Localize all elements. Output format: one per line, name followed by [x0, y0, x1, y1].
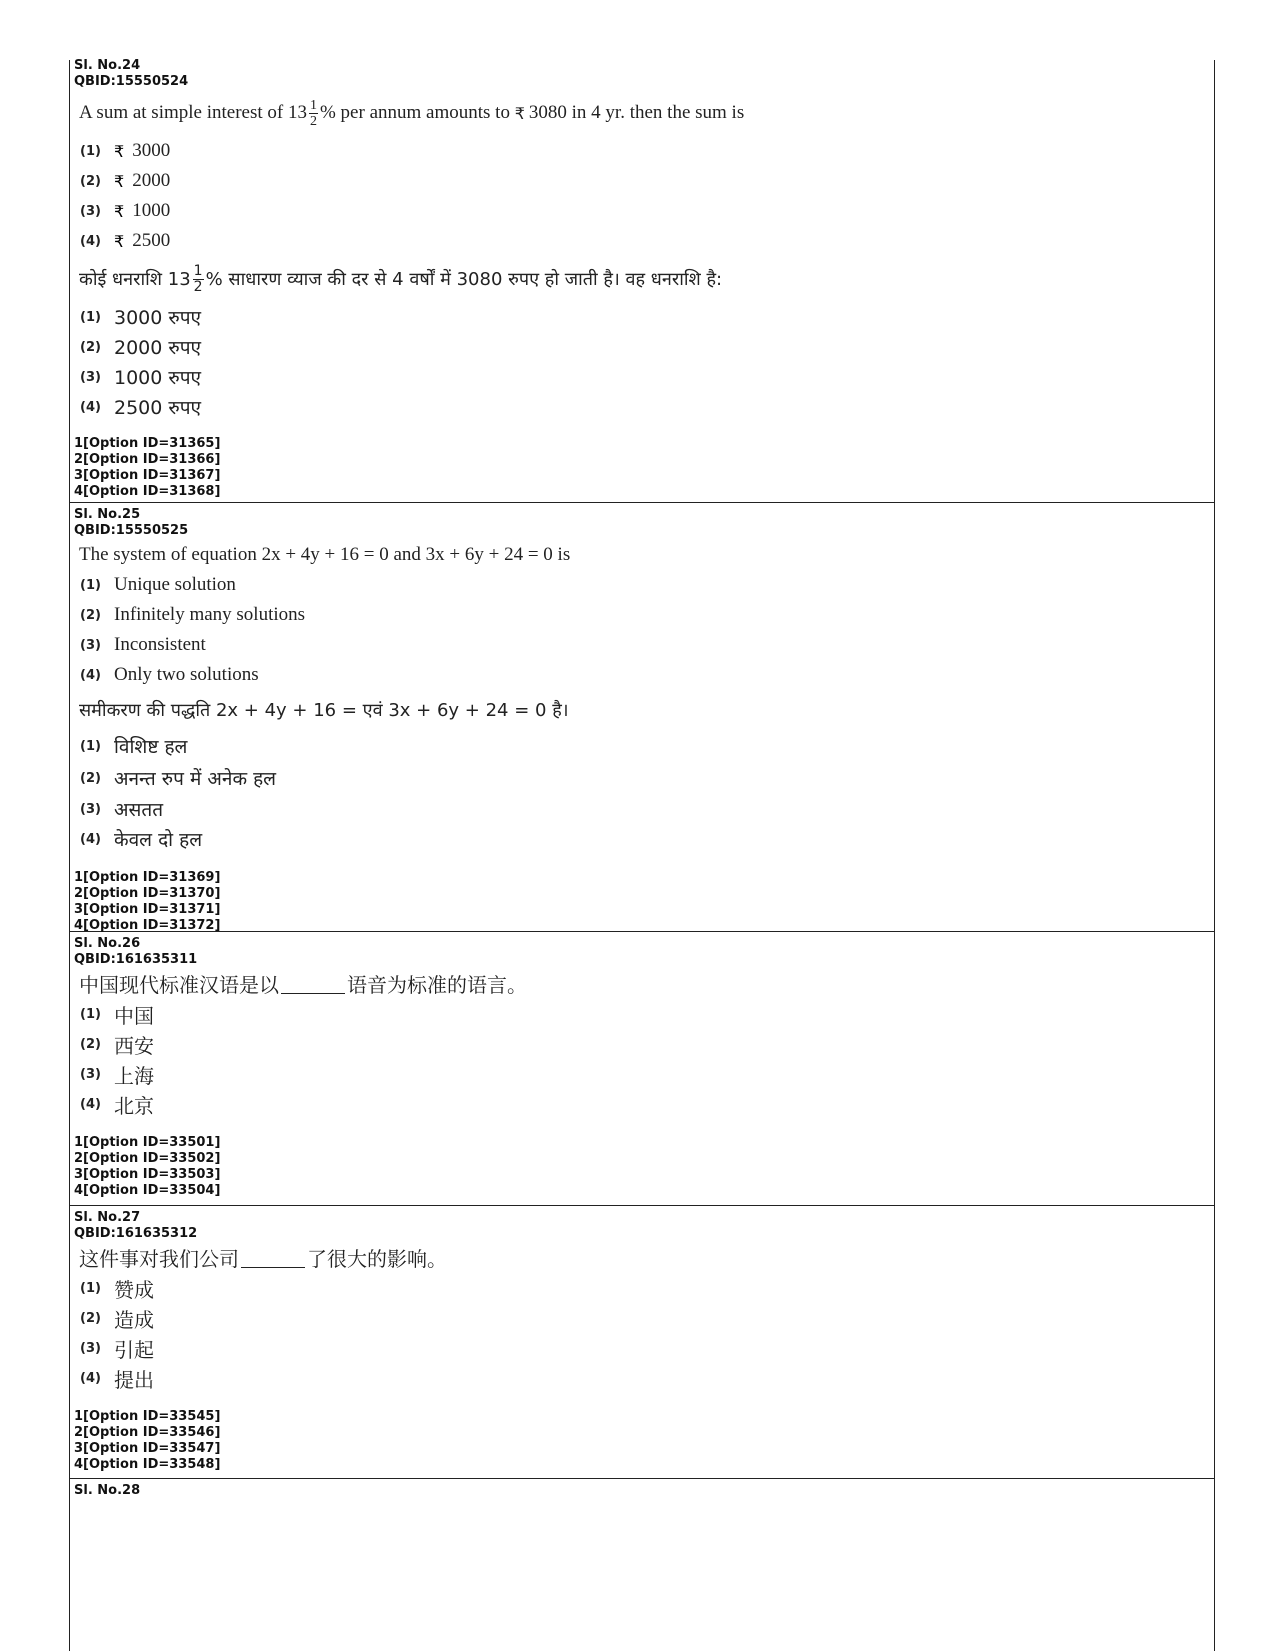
serial-number: Sl. No.25 — [74, 507, 141, 522]
serial-number: Sl. No.24 — [74, 58, 141, 73]
option-item[interactable]: (1) ₹ 3000 — [80, 140, 171, 161]
fraction: $\frac{1}{2}$ — [193, 262, 203, 295]
qbid: QBID:15550524 — [74, 74, 189, 89]
question-27 — [74, 1210, 1204, 1473]
question-stem-english: The system of equation 2x + 4y + 16 = 0 and 3x + 6y + 24 = 0 is — [79, 543, 571, 565]
question-25 — [74, 507, 1204, 934]
question-24 — [74, 58, 1204, 500]
option-id-list: 1[Option ID=31365] 2[Option ID=31366] 3[Option ID=31367] 4[Option ID=31368] — [74, 436, 221, 499]
option-item[interactable]: (4) 北京 — [80, 1093, 154, 1118]
option-item[interactable]: (3) 上海 — [80, 1063, 154, 1088]
qbid: QBID:161635312 — [74, 1226, 198, 1241]
qbid: QBID:161635311 — [74, 952, 198, 967]
option-item[interactable]: (4) Only two solutions — [80, 664, 259, 685]
divider — [69, 502, 1215, 503]
option-item[interactable]: (1) 中国 — [80, 1003, 154, 1028]
option-item[interactable]: (2) Infinitely many solutions — [80, 604, 306, 625]
qbid: QBID:15550525 — [74, 523, 189, 538]
rupee-symbol: ₹ — [114, 171, 125, 191]
option-item[interactable]: (2) 造成 — [80, 1307, 154, 1332]
right-border — [1214, 60, 1215, 1651]
option-item[interactable]: (1) 3000 रुपए — [80, 307, 202, 329]
option-item[interactable]: (4) केवल दो हल — [80, 829, 203, 851]
option-item[interactable]: (1) 赞成 — [80, 1277, 154, 1302]
option-item[interactable]: (4) 提出 — [80, 1367, 154, 1392]
blank-line — [241, 1247, 305, 1268]
question-stem-hindi: समीकरण की पद्धति 2x + 4y + 16 = एवं 3x + 6y + 24 = 0 है। — [79, 700, 569, 721]
option-item[interactable]: (4) ₹ 2500 — [80, 230, 171, 251]
question-26 — [74, 936, 1204, 1199]
rupee-symbol: ₹ — [514, 103, 525, 123]
serial-number: Sl. No.27 — [74, 1210, 141, 1225]
option-item[interactable]: (2) अनन्त रुप में अनेक हल — [80, 768, 277, 790]
option-id-list: 1[Option ID=33501] 2[Option ID=33502] 3[Option ID=33503] 4[Option ID=33504] — [74, 1135, 221, 1198]
question-stem: 这件事对我们公司 了很大的影响。 — [79, 1247, 447, 1271]
option-item[interactable]: (3) ₹ 1000 — [80, 200, 171, 221]
rupee-symbol: ₹ — [114, 231, 125, 251]
left-border — [69, 60, 70, 1651]
option-item[interactable]: (2) 2000 रुपए — [80, 337, 202, 359]
blank-line — [281, 973, 345, 994]
option-item[interactable]: (2) ₹ 2000 — [80, 170, 171, 191]
option-item[interactable]: (3) 引起 — [80, 1337, 154, 1362]
serial-number: Sl. No.26 — [74, 936, 141, 951]
option-item[interactable]: (1) विशिष्ट हल — [80, 736, 188, 758]
fraction: $\frac{1}{2}$ — [309, 97, 317, 129]
option-item[interactable]: (1) Unique solution — [80, 574, 236, 595]
option-item[interactable]: (3) Inconsistent — [80, 634, 206, 655]
option-item[interactable]: (2) 西安 — [80, 1033, 154, 1058]
question-stem-hindi: कोई धनराशि 13 $\frac{1}{2}$ % साधारण व्याज की दर से 4 वर्षों में 3080 रुपए हो जाती है। वह धनराशि है: — [79, 262, 723, 295]
serial-number: Sl. No.28 — [74, 1483, 141, 1498]
option-id-list: 1[Option ID=33545] 2[Option ID=33546] 3[Option ID=33547] 4[Option ID=33548] — [74, 1409, 221, 1472]
rupee-symbol: ₹ — [114, 201, 125, 221]
option-item[interactable]: (3) असतत — [80, 799, 164, 821]
question-28 — [74, 1483, 1204, 1499]
question-stem-english: A sum at simple interest of 13 $\frac{1}{2}$ % per annum amounts to ₹ 3080 in 4 yr. then the sum is — [79, 97, 745, 129]
divider — [69, 1205, 1215, 1206]
question-stem: 中国现代标准汉语是以 语音为标准的语言。 — [79, 973, 527, 997]
option-item[interactable]: (4) 2500 रुपए — [80, 397, 202, 419]
divider — [69, 1478, 1215, 1479]
option-id-list: 1[Option ID=31369] 2[Option ID=31370] 3[Option ID=31371] 4[Option ID=31372] — [74, 870, 221, 933]
option-item[interactable]: (3) 1000 रुपए — [80, 367, 202, 389]
rupee-symbol: ₹ — [114, 141, 125, 161]
